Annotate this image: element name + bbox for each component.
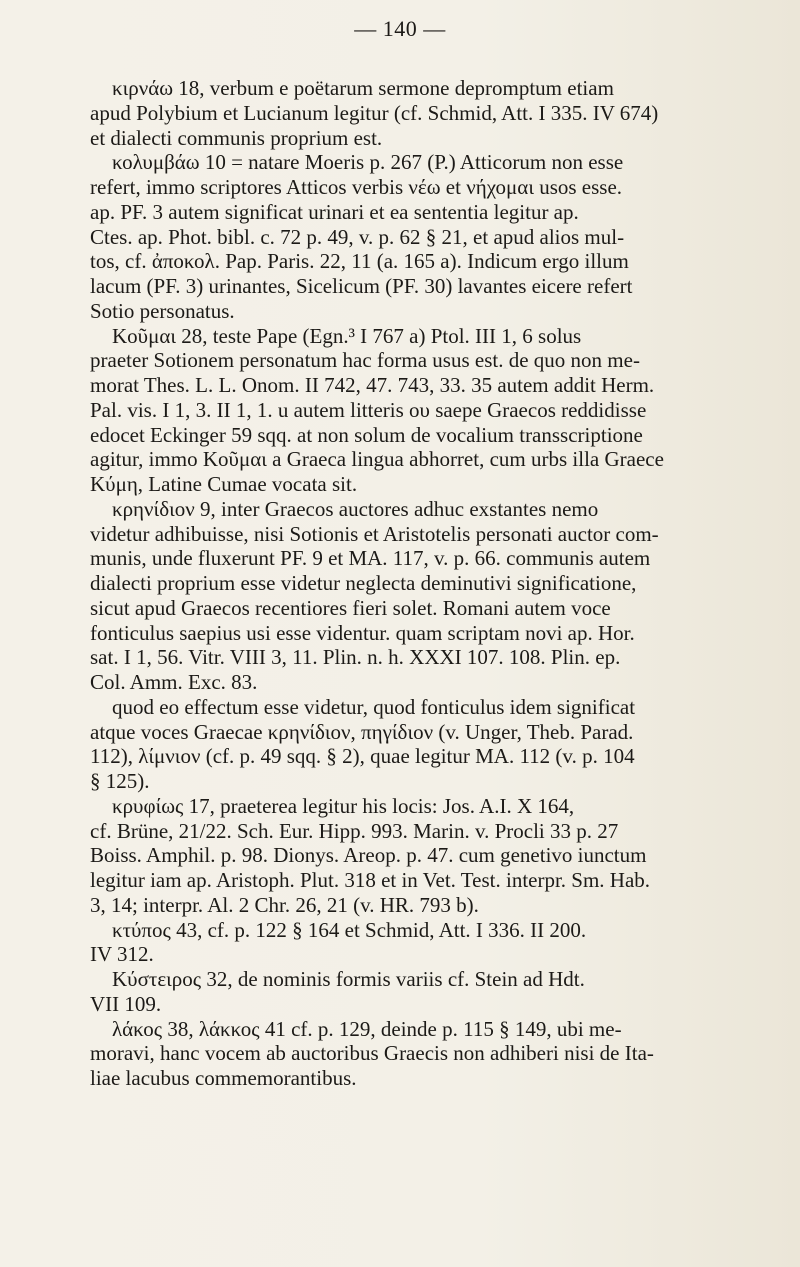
text-line: Boiss. Amphil. p. 98. Dionys. Areop. p. 47. cum genetivo iunctum <box>90 843 647 868</box>
text-line: κτύπος 43, cf. p. 122 § 164 et Schmid, Att. I 336. II 200. <box>112 917 587 942</box>
text-line: VII 109. <box>90 991 162 1016</box>
text-line: munis, unde fluxerunt PF. 9 et MA. 117, v. p. 66. communis autem <box>90 546 651 571</box>
text-line: apud Polybium et Lucianum legitur (cf. Schmid, Att. I 335. IV 674) <box>90 100 659 125</box>
text-line: λάκος 38, λάκκος 41 cf. p. 129, deinde p. 115 § 149, ubi me- <box>112 1016 622 1041</box>
text-line: Κύμη, Latine Cumae vocata sit. <box>90 472 358 496</box>
text-line: et dialecti communis proprium est. <box>90 125 383 150</box>
text-line: 112), λίμνιον (cf. p. 49 sqq. § 2), quae legitur MA. 112 (v. p. 104 <box>90 744 635 769</box>
text-line: ap. PF. 3 autem significat urinari et ea sententia legitur ap. <box>90 199 579 224</box>
text-line: IV 312. <box>90 942 154 967</box>
text-line: dialecti proprium esse videtur neglecta deminutivi significatione, <box>90 571 637 595</box>
text-line: agitur, immo Κοῦμαι a Graeca lingua abhorret, cum urbs illa Graece <box>90 447 664 472</box>
text-line: sat. I 1, 56. Vitr. VIII 3, 11. Plin. n. h. XXXI 107. 108. Plin. ep. <box>90 645 621 670</box>
text-line: lacum (PF. 3) urinantes, Sicelicum (PF. 30) lavantes eicere refert <box>90 274 633 298</box>
text-line: refert, immo scriptores Atticos verbis νέω et νήχομαι usos esse. <box>90 175 623 199</box>
text-line: sicut apud Graecos recentiores fieri solet. Romani autem voce <box>90 595 611 620</box>
text-line: § 125). <box>90 769 150 793</box>
text-line: atque voces Graecae κρηνίδιον, πηγίδιον (v. Unger, Theb. Parad. <box>90 719 634 744</box>
text-line: Pal. vis. I 1, 3. II 1, 1. u autem litteris ου saepe Graecos reddidisse <box>90 397 647 422</box>
text-line: fonticulus saepius usi esse videntur. quam scriptam novi ap. Hor. <box>90 620 635 645</box>
text-line: edocet Eckinger 59 sqq. at non solum de vocalium transscriptione <box>90 422 643 447</box>
text-line: liae lacubus commemorantibus. <box>90 1066 357 1090</box>
text-line: κιρνάω 18, verbum e poëtarum sermone depromptum etiam <box>112 76 614 100</box>
text-line: videtur adhibuisse, nisi Sotionis et Aristotelis personati auctor com- <box>90 521 659 546</box>
text-line: κρηνίδιον 9, inter Graecos auctores adhuc exstantes nemo <box>112 496 599 521</box>
text-line: Sotio personatus. <box>90 298 235 323</box>
text-line: Ctes. ap. Phot. bibl. c. 72 p. 49, v. p. 62 § 21, et apud alios mul- <box>90 224 625 249</box>
text-line: tos, cf. ἀποκολ. Pap. Paris. 22, 11 (a. 165 a). Indicum ergo illum <box>90 249 629 274</box>
text-line: Κοῦμαι 28, teste Pape (Egn.³ I 767 a) Ptol. III 1, 6 solus <box>112 323 582 348</box>
text-line: Κύστειρος 32, de nominis formis variis cf. Stein ad Hdt. <box>112 967 585 991</box>
text-line: legitur iam ap. Aristoph. Plut. 318 et in Vet. Test. interpr. Sm. Hab. <box>90 868 651 892</box>
text-line: Col. Amm. Exc. 83. <box>90 670 258 694</box>
text-line: moravi, hanc vocem ab auctoribus Graecis non adhiberi nisi de Ita- <box>90 1041 654 1066</box>
text-line: morat Thes. L. L. Onom. II 742, 47. 743, 33. 35 autem addit Herm. <box>90 373 655 397</box>
text-line: 3, 14; interpr. Al. 2 Chr. 26, 21 (v. HR. 793 b). <box>90 892 479 917</box>
text-line: κρυφίως 17, praeterea legitur his locis: Jos. A.I. X 164, <box>112 793 575 818</box>
text-line: praeter Sotionem personatum hac forma usus est. de quo non me- <box>90 348 640 373</box>
text-line: quod eo effectum esse videtur, quod fonticulus idem significat <box>112 694 636 719</box>
page-header: — 140 — <box>354 16 446 41</box>
text-line: κολυμβάω 10 = natare Moeris p. 267 (P.) Atticorum non esse <box>112 150 624 175</box>
text-line: cf. Brüne, 21/22. Sch. Eur. Hipp. 993. Marin. v. Procli 33 p. 27 <box>90 818 619 843</box>
